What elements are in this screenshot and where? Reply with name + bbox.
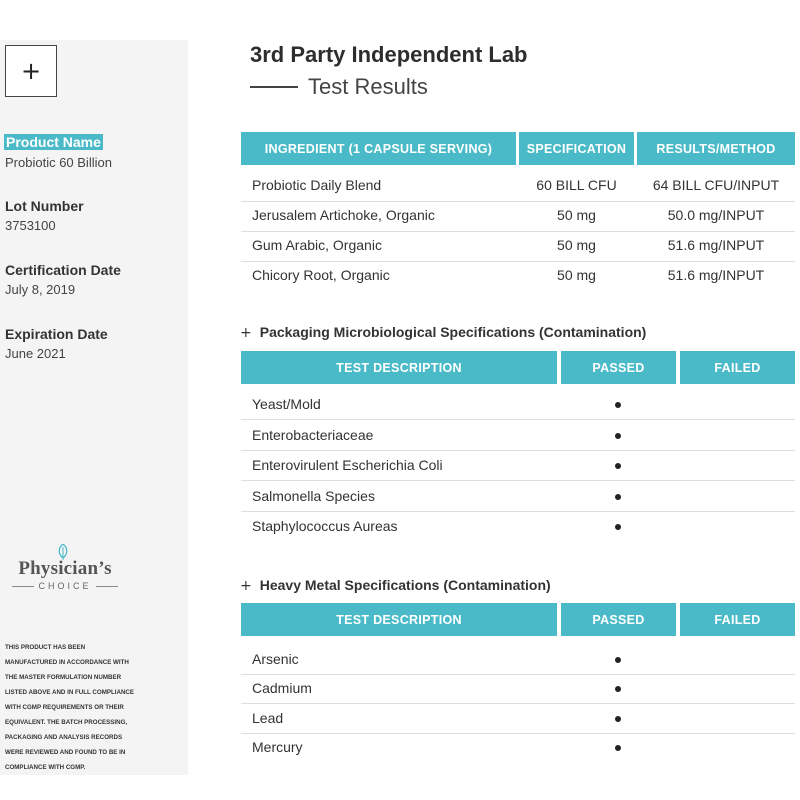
expand-button[interactable]: + [5,45,57,97]
row-divider [241,674,795,675]
page-subtitle: Test Results [250,74,428,100]
specification-cell: 60 BILL CFU [536,177,617,193]
column-header-results: RESULTS/METHOD [637,132,795,165]
disclaimer-line: COMPLIANCE WITH CGMP. [5,764,86,771]
disclaimer-line: THIS PRODUCT HAS BEEN [5,644,86,651]
row-divider [241,419,795,420]
specification-cell: 50 mg [557,207,596,223]
test-description-cell: Lead [252,709,284,726]
lot-number-field [5,197,84,235]
leaf-icon [57,544,69,560]
result-cell: 51.6 mg/INPUT [667,267,765,283]
column-header-specification: SPECIFICATION [519,132,634,165]
passed-check-dot [615,494,621,500]
row-divider [241,480,795,481]
certification-date-value: July 8, 2019 [5,282,76,297]
row-divider [241,231,795,232]
product-name-label: Product Name [6,134,101,150]
disclaimer-line: LISTED ABOVE AND IN FULL COMPLIANCE [5,689,135,696]
brand-logo [5,558,125,591]
disclaimer-line: WERE REVIEWED AND FOUND TO BE IN [5,749,126,756]
microbiological-section-title: + Packaging Microbiological Specifications (Contamination) [240,324,647,341]
disclaimer-line: WITH CGMP REQUIREMENTS OR THEIR [5,704,124,711]
row-divider [241,703,795,704]
brand-subtitle: CHOICE [5,581,125,591]
ingredient-name-cell: Gum Arabic, Organic [252,237,382,253]
dash-divider [250,86,298,88]
result-cell: 64 BILL CFU/INPUT [652,177,780,193]
passed-check-dot [615,463,621,469]
passed-check-dot [615,745,621,751]
column-header-passed: PASSED [561,603,676,636]
brand-name: Physician’s [5,558,125,580]
passed-check-dot [615,686,621,692]
passed-check-dot [615,402,621,408]
passed-check-dot [615,524,621,530]
row-divider [241,733,795,734]
passed-check-dot [615,716,621,722]
passed-check-dot [615,657,621,663]
test-description-cell: Arsenic [252,651,299,667]
ingredient-name-cell: Probiotic Daily Blend [252,177,382,193]
ingredient-name-cell: Chicory Root, Organic [252,267,390,283]
column-header-ingredient: INGREDIENT (1 CAPSULE SERVING) [241,132,516,165]
section-expand-icon[interactable]: + [240,578,252,594]
disclaimer-line: THE MASTER FORMULATION NUMBER [5,674,122,681]
row-divider [241,261,795,262]
certification-date-label: Certification Date [5,262,121,278]
test-description-cell: Yeast/Mold [252,396,321,412]
specification-cell: 50 mg [557,237,596,253]
passed-check-dot [615,433,621,439]
result-cell: 50.0 mg/INPUT [667,207,765,223]
lot-number-label: Lot Number [5,198,84,214]
column-header-passed: PASSED [561,351,676,384]
test-description-cell: Staphylococcus Aureas [252,518,398,534]
test-description-cell: Enterobacteriaceae [252,426,374,443]
column-header-test-description: TEST DESCRIPTION [241,603,557,636]
lot-number-value: 3753100 [5,218,56,233]
certification-date-field [5,261,121,299]
disclaimer-line: EQUIVALENT. THE BATCH PROCESSING, [5,719,128,726]
test-description-cell: Cadmium [252,680,312,697]
section-expand-icon[interactable]: + [240,325,252,341]
disclaimer-line: PACKAGING AND ANALYSIS RECORDS [5,734,123,741]
sidebar [0,40,188,775]
ingredient-name-cell: Jerusalem Artichoke, Organic [252,207,435,223]
row-divider [241,450,795,451]
column-header-failed: FAILED [680,351,795,384]
test-description-cell: Salmonella Species [252,487,375,504]
test-description-cell: Mercury [252,738,303,755]
column-header-test-description: TEST DESCRIPTION [241,351,557,384]
test-description-cell: Enterovirulent Escherichia Coli [252,457,443,473]
column-header-failed: FAILED [680,603,795,636]
expiration-date-field [5,325,108,363]
compliance-disclaimer [5,640,155,775]
row-divider [241,511,795,512]
product-name-value: Probiotic 60 Billion [5,155,112,170]
expiration-date-label: Expiration Date [5,326,108,342]
expiration-date-value: June 2021 [5,346,66,361]
page-title: 3rd Party Independent Lab [250,42,528,67]
result-cell: 51.6 mg/INPUT [667,237,765,253]
disclaimer-line: MANUFACTURED IN ACCORDANCE WITH [5,659,129,666]
product-name-field [5,133,112,172]
row-divider [241,201,795,202]
specification-cell: 50 mg [557,267,596,283]
heavy-metal-section-title: + Heavy Metal Specifications (Contamination) [240,577,551,594]
